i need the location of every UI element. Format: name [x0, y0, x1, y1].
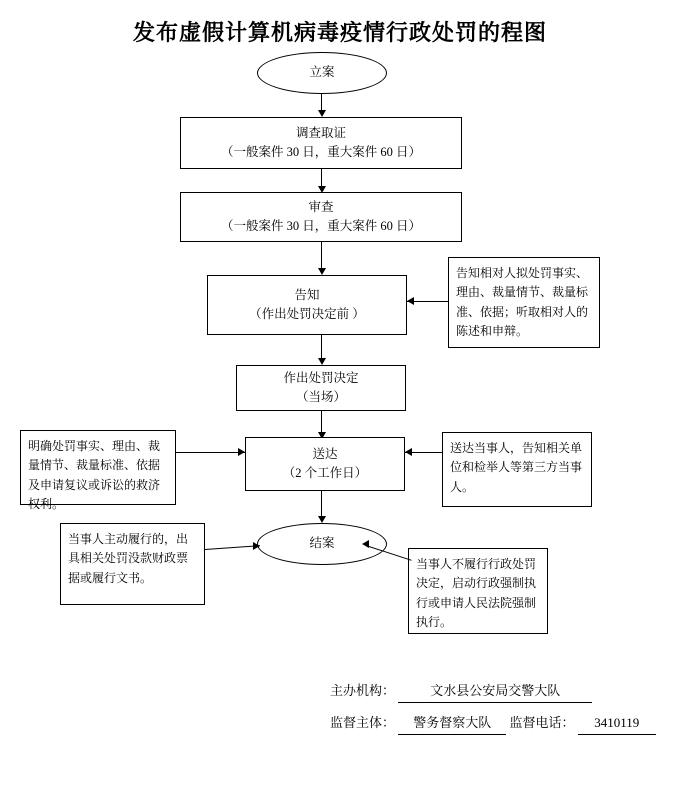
node-start-line1: 立案 — [309, 65, 335, 80]
footer-supervisor — [330, 712, 656, 735]
node-decision — [236, 365, 406, 411]
node-review-line1: 审查 — [308, 199, 334, 214]
footer-organizer-value: 文水县公安局交警大队 — [398, 680, 592, 703]
arrow-serve-right-note — [405, 448, 412, 456]
connector-serve-left-note — [176, 452, 245, 453]
node-investigate — [180, 117, 462, 169]
connector-close-left-note — [205, 545, 260, 550]
node-notify-line1: 告知 — [294, 287, 320, 302]
node-decision-line2: （当场） — [295, 390, 346, 404]
arrow-start-investigate — [318, 110, 326, 117]
arrow-close-right-note — [362, 540, 369, 548]
arrow-close-left-note — [253, 542, 260, 550]
page-title: 发布虚假计算机病毒疫情行政处罚的程图 — [132, 20, 547, 45]
note-close-left: 当事人主动履行的，出具相关处罚没款财政票据或履行文书。 — [60, 523, 205, 605]
node-serve-line2: （2 个工作日） — [282, 466, 368, 480]
node-close-line1: 结案 — [309, 536, 335, 551]
node-investigate-line1: 调查取证 — [295, 125, 346, 140]
node-notify-line2: （作出处罚决定前 ） — [249, 307, 365, 321]
node-serve — [245, 437, 405, 491]
node-start — [257, 52, 387, 94]
node-investigate-line2: （一般案件 30 日，重大案件 60 日） — [220, 145, 421, 159]
footer-supervisor-label: 监督主体： — [330, 715, 396, 730]
footer-phone-value: 3410119 — [578, 712, 656, 735]
note-serve-right: 送达当事人，告知相关单位和检举人等第三方当事人。 — [442, 432, 592, 507]
node-decision-line1: 作出处罚决定 — [283, 370, 359, 385]
note-serve-left: 明确处罚事实、理由、裁量情节、裁量标准、依据及申请复议或诉讼的救济权利。 — [20, 430, 176, 505]
footer-supervisor-value: 警务督察大队 — [398, 712, 506, 735]
arrow-review-notify — [318, 268, 326, 275]
arrow-notify-note — [407, 297, 414, 305]
arrow-notify-decision — [318, 358, 326, 365]
arrow-serve-left-note — [238, 448, 245, 456]
node-serve-line1: 送达 — [312, 446, 338, 461]
note-notify: 告知相对人拟处罚事实、理由、裁量情节、裁量标准、依据；听取相对人的陈述和申辩。 — [448, 257, 600, 348]
arrow-serve-close — [318, 516, 326, 523]
node-review-line2: （一般案件 30 日，重大案件 60 日） — [220, 219, 421, 233]
footer-phone-label: 监督电话： — [509, 715, 575, 730]
note-close-right: 当事人不履行行政处罚决定，启动行政强制执行或申请人民法院强制执行。 — [408, 548, 548, 634]
footer-organizer-label: 主办机构： — [330, 683, 396, 698]
node-notify — [207, 275, 407, 335]
footer-organizer — [330, 680, 592, 703]
node-review — [180, 192, 462, 242]
